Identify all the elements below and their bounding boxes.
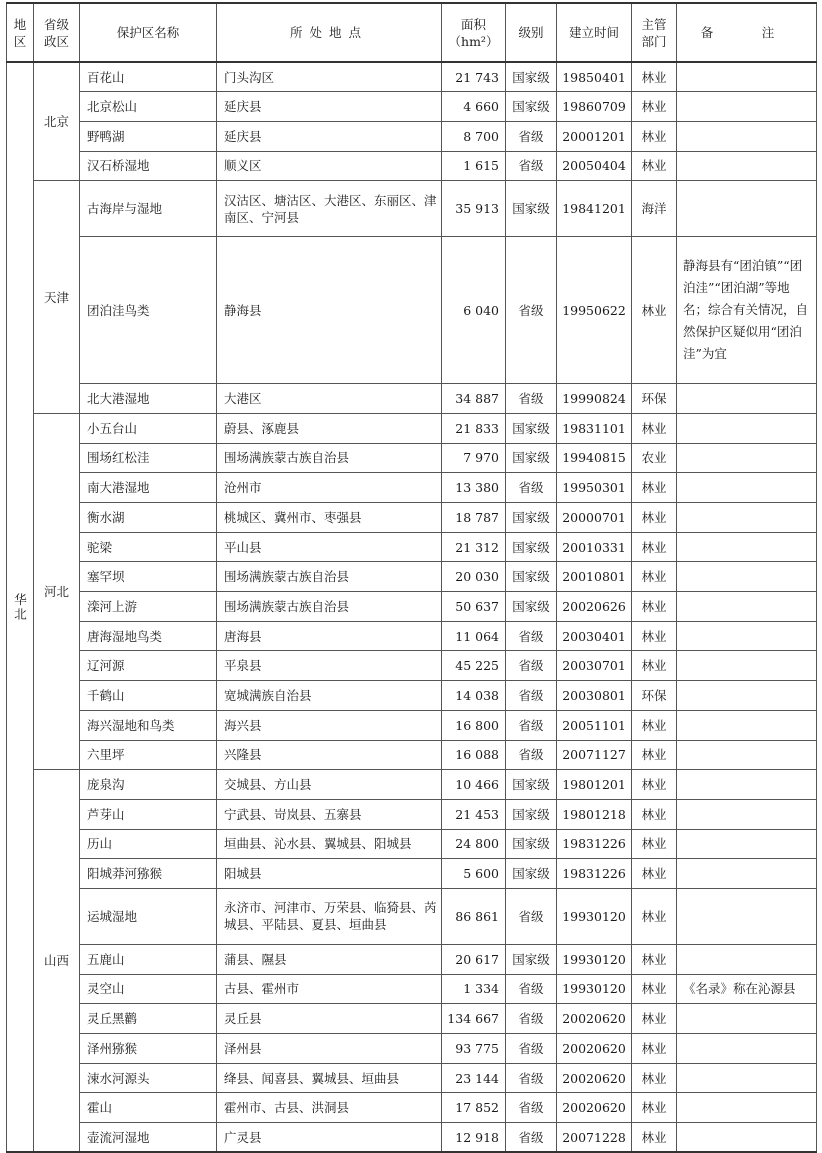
reserve-name-cell: 霍山 (80, 1093, 217, 1123)
location-cell: 大港区 (217, 384, 442, 414)
level-cell: 国家级 (506, 562, 557, 592)
note-cell (677, 62, 817, 92)
department-cell: 林业 (632, 151, 677, 181)
established-date-cell: 19930120 (557, 888, 632, 944)
established-date-cell: 20010331 (557, 532, 632, 562)
table-row (7, 121, 817, 151)
department-cell: 林业 (632, 1093, 677, 1123)
level-cell: 国家级 (506, 503, 557, 533)
location-cell: 延庆县 (217, 121, 442, 151)
location-cell: 汉沽区、塘沽区、大港区、东丽区、津南区、宁河县 (217, 181, 442, 237)
established-date-cell: 20071127 (557, 740, 632, 770)
department-cell: 林业 (632, 859, 677, 889)
note-cell (677, 181, 817, 237)
note-cell (677, 532, 817, 562)
area-cell: 6 040 (442, 237, 506, 384)
reserve-name-cell: 小五台山 (80, 413, 217, 443)
location-cell: 延庆县 (217, 92, 442, 122)
table-row (7, 562, 817, 592)
established-date-cell: 20001201 (557, 121, 632, 151)
area-cell: 21 833 (442, 413, 506, 443)
header-area: 面积 （hm²） (442, 3, 506, 62)
area-cell: 1 334 (442, 974, 506, 1004)
reserve-name-cell: 衡水湖 (80, 503, 217, 533)
department-cell: 林业 (632, 1004, 677, 1034)
note-cell (677, 621, 817, 651)
header-name: 保护区名称 (80, 3, 217, 62)
department-cell: 林业 (632, 770, 677, 800)
area-cell: 13 380 (442, 473, 506, 503)
area-cell: 5 600 (442, 859, 506, 889)
table-row (7, 1063, 817, 1093)
table-row (7, 151, 817, 181)
location-cell: 门头沟区 (217, 62, 442, 92)
table-row (7, 740, 817, 770)
department-cell: 林业 (632, 829, 677, 859)
established-date-cell: 20020620 (557, 1093, 632, 1123)
location-cell: 兴隆县 (217, 740, 442, 770)
established-date-cell: 19950622 (557, 237, 632, 384)
note-cell (677, 710, 817, 740)
location-cell: 交城县、方山县 (217, 770, 442, 800)
note-cell (677, 829, 817, 859)
note-cell (677, 888, 817, 944)
location-cell: 唐海县 (217, 621, 442, 651)
department-cell: 林业 (632, 532, 677, 562)
reserve-name-cell: 围场红松洼 (80, 443, 217, 473)
established-date-cell: 19801218 (557, 799, 632, 829)
area-cell: 16 088 (442, 740, 506, 770)
department-cell: 林业 (632, 592, 677, 622)
established-date-cell: 20030701 (557, 651, 632, 681)
location-cell: 围场满族蒙古族自治县 (217, 562, 442, 592)
location-cell: 古县、霍州市 (217, 974, 442, 1004)
location-cell: 围场满族蒙古族自治县 (217, 592, 442, 622)
table-row (7, 770, 817, 800)
table-row (7, 413, 817, 443)
location-cell: 海兴县 (217, 710, 442, 740)
established-date-cell: 20020620 (557, 1004, 632, 1034)
established-date-cell: 19841201 (557, 181, 632, 237)
location-cell: 宁武县、岢岚县、五寨县 (217, 799, 442, 829)
location-cell: 霍州市、古县、洪洞县 (217, 1093, 442, 1123)
established-date-cell: 19930120 (557, 944, 632, 974)
established-date-cell: 19860709 (557, 92, 632, 122)
level-cell: 省级 (506, 1034, 557, 1064)
area-cell: 8 700 (442, 121, 506, 151)
area-cell: 12 918 (442, 1123, 506, 1153)
area-cell: 4 660 (442, 92, 506, 122)
table-body (7, 62, 817, 1152)
note-cell (677, 681, 817, 711)
established-date-cell: 20051101 (557, 710, 632, 740)
established-date-cell: 20020620 (557, 1034, 632, 1064)
location-cell: 静海县 (217, 237, 442, 384)
table-row (7, 859, 817, 889)
note-cell (677, 592, 817, 622)
area-cell: 1 615 (442, 151, 506, 181)
reserve-name-cell: 壶流河湿地 (80, 1123, 217, 1153)
established-date-cell: 19990824 (557, 384, 632, 414)
province-cell: 天津 (34, 181, 80, 414)
level-cell: 国家级 (506, 62, 557, 92)
table-row (7, 181, 817, 237)
table-row (7, 974, 817, 1004)
level-cell: 国家级 (506, 532, 557, 562)
department-cell: 林业 (632, 710, 677, 740)
department-cell: 林业 (632, 413, 677, 443)
location-cell: 宽城满族自治县 (217, 681, 442, 711)
note-cell (677, 121, 817, 151)
location-cell: 阳城县 (217, 859, 442, 889)
table-row (7, 888, 817, 944)
note-cell (677, 413, 817, 443)
note-cell (677, 443, 817, 473)
level-cell: 国家级 (506, 829, 557, 859)
location-cell: 广灵县 (217, 1123, 442, 1153)
level-cell: 国家级 (506, 770, 557, 800)
province-cell: 北京 (34, 62, 80, 181)
reserve-name-cell: 驼梁 (80, 532, 217, 562)
note-cell: 《名录》称在沁源县 (677, 974, 817, 1004)
department-cell: 林业 (632, 562, 677, 592)
note-cell: 静海县有“团泊镇”“团泊洼”“团泊湖”等地名；综合有关情况，自然保护区疑似用“团泊洼”为宜 (677, 237, 817, 384)
department-cell: 林业 (632, 62, 677, 92)
note-cell (677, 944, 817, 974)
level-cell: 省级 (506, 473, 557, 503)
table-row (7, 532, 817, 562)
department-cell: 林业 (632, 121, 677, 151)
header-note: 备 注 (677, 3, 817, 62)
reserve-name-cell: 滦河上游 (80, 592, 217, 622)
department-cell: 海洋 (632, 181, 677, 237)
level-cell: 省级 (506, 621, 557, 651)
reserve-name-cell: 涑水河源头 (80, 1063, 217, 1093)
area-cell: 23 144 (442, 1063, 506, 1093)
location-cell: 平山县 (217, 532, 442, 562)
level-cell: 国家级 (506, 181, 557, 237)
level-cell: 省级 (506, 974, 557, 1004)
level-cell: 省级 (506, 1123, 557, 1153)
header-location: 所处地点 (217, 3, 442, 62)
note-cell (677, 1034, 817, 1064)
reserve-name-cell: 南大港湿地 (80, 473, 217, 503)
established-date-cell: 20050404 (557, 151, 632, 181)
department-cell: 林业 (632, 974, 677, 1004)
level-cell: 国家级 (506, 92, 557, 122)
note-cell (677, 859, 817, 889)
level-cell: 省级 (506, 651, 557, 681)
reserve-name-cell: 五鹿山 (80, 944, 217, 974)
header-region: 地区 (7, 3, 34, 62)
reserve-name-cell: 阳城莽河猕猴 (80, 859, 217, 889)
reserve-name-cell: 六里坪 (80, 740, 217, 770)
area-cell: 17 852 (442, 1093, 506, 1123)
location-cell: 灵丘县 (217, 1004, 442, 1034)
established-date-cell: 19801201 (557, 770, 632, 800)
level-cell: 国家级 (506, 799, 557, 829)
established-date-cell: 19831101 (557, 413, 632, 443)
table-row (7, 1123, 817, 1153)
area-cell: 11 064 (442, 621, 506, 651)
table-row (7, 1093, 817, 1123)
reserve-name-cell: 唐海湿地鸟类 (80, 621, 217, 651)
area-cell: 34 887 (442, 384, 506, 414)
reserve-name-cell: 野鸭湖 (80, 121, 217, 151)
area-cell: 20 030 (442, 562, 506, 592)
level-cell: 国家级 (506, 592, 557, 622)
table-row (7, 92, 817, 122)
reserve-name-cell: 汉石桥湿地 (80, 151, 217, 181)
table-row (7, 829, 817, 859)
level-cell: 省级 (506, 888, 557, 944)
established-date-cell: 19831226 (557, 859, 632, 889)
reserve-name-cell: 塞罕坝 (80, 562, 217, 592)
location-cell: 桃城区、冀州市、枣强县 (217, 503, 442, 533)
province-cell: 山西 (34, 770, 80, 1153)
reserve-name-cell: 古海岸与湿地 (80, 181, 217, 237)
established-date-cell: 20010801 (557, 562, 632, 592)
location-cell: 围场满族蒙古族自治县 (217, 443, 442, 473)
area-cell: 20 617 (442, 944, 506, 974)
note-cell (677, 651, 817, 681)
department-cell: 林业 (632, 473, 677, 503)
level-cell: 国家级 (506, 413, 557, 443)
location-cell: 顺义区 (217, 151, 442, 181)
area-cell: 18 787 (442, 503, 506, 533)
location-cell: 平泉县 (217, 651, 442, 681)
header-date: 建立时间 (557, 3, 632, 62)
reserve-name-cell: 历山 (80, 829, 217, 859)
header-province: 省级 政区 (34, 3, 80, 62)
established-date-cell: 19850401 (557, 62, 632, 92)
area-cell: 50 637 (442, 592, 506, 622)
department-cell: 林业 (632, 92, 677, 122)
department-cell: 林业 (632, 888, 677, 944)
note-cell (677, 1063, 817, 1093)
level-cell: 国家级 (506, 944, 557, 974)
reserve-name-cell: 辽河源 (80, 651, 217, 681)
table-row (7, 1004, 817, 1034)
established-date-cell: 19831226 (557, 829, 632, 859)
location-cell: 泽州县 (217, 1034, 442, 1064)
established-date-cell: 20030401 (557, 621, 632, 651)
level-cell: 省级 (506, 1063, 557, 1093)
note-cell (677, 503, 817, 533)
note-cell (677, 92, 817, 122)
table-row (7, 592, 817, 622)
level-cell: 省级 (506, 237, 557, 384)
table-row (7, 710, 817, 740)
department-cell: 林业 (632, 799, 677, 829)
area-cell: 10 466 (442, 770, 506, 800)
note-cell (677, 1004, 817, 1034)
note-cell (677, 151, 817, 181)
area-cell: 24 800 (442, 829, 506, 859)
table-row (7, 62, 817, 92)
note-cell (677, 562, 817, 592)
note-cell (677, 1123, 817, 1153)
note-cell (677, 770, 817, 800)
table-header (7, 3, 817, 62)
level-cell: 省级 (506, 384, 557, 414)
reserve-name-cell: 芦芽山 (80, 799, 217, 829)
table-row (7, 681, 817, 711)
established-date-cell: 20020626 (557, 592, 632, 622)
area-cell: 21 312 (442, 532, 506, 562)
area-cell: 35 913 (442, 181, 506, 237)
established-date-cell: 20020620 (557, 1063, 632, 1093)
level-cell: 省级 (506, 681, 557, 711)
area-cell: 93 775 (442, 1034, 506, 1064)
level-cell: 省级 (506, 1004, 557, 1034)
established-date-cell: 20000701 (557, 503, 632, 533)
department-cell: 环保 (632, 384, 677, 414)
department-cell: 环保 (632, 681, 677, 711)
level-cell: 省级 (506, 1093, 557, 1123)
department-cell: 林业 (632, 237, 677, 384)
table-row (7, 473, 817, 503)
table-row (7, 621, 817, 651)
reserve-name-cell: 海兴湿地和鸟类 (80, 710, 217, 740)
reserve-name-cell: 灵空山 (80, 974, 217, 1004)
level-cell: 国家级 (506, 443, 557, 473)
established-date-cell: 19950301 (557, 473, 632, 503)
established-date-cell: 20071228 (557, 1123, 632, 1153)
department-cell: 林业 (632, 651, 677, 681)
area-cell: 7 970 (442, 443, 506, 473)
area-cell: 14 038 (442, 681, 506, 711)
established-date-cell: 20030801 (557, 681, 632, 711)
area-cell: 16 800 (442, 710, 506, 740)
department-cell: 林业 (632, 1063, 677, 1093)
location-cell: 垣曲县、沁水县、翼城县、阳城县 (217, 829, 442, 859)
note-cell (677, 799, 817, 829)
table-row (7, 1034, 817, 1064)
table-row (7, 237, 817, 384)
note-cell (677, 740, 817, 770)
level-cell: 省级 (506, 151, 557, 181)
department-cell: 林业 (632, 503, 677, 533)
level-cell: 省级 (506, 121, 557, 151)
table-row (7, 799, 817, 829)
reserve-name-cell: 灵丘黑鹳 (80, 1004, 217, 1034)
reserve-name-cell: 千鹤山 (80, 681, 217, 711)
department-cell: 林业 (632, 621, 677, 651)
area-cell: 86 861 (442, 888, 506, 944)
department-cell: 林业 (632, 944, 677, 974)
location-cell: 蔚县、涿鹿县 (217, 413, 442, 443)
location-cell: 绛县、闻喜县、翼城县、垣曲县 (217, 1063, 442, 1093)
department-cell: 林业 (632, 1123, 677, 1153)
nature-reserve-table (6, 2, 817, 1153)
level-cell: 省级 (506, 710, 557, 740)
established-date-cell: 19940815 (557, 443, 632, 473)
table-row (7, 944, 817, 974)
level-cell: 省级 (506, 740, 557, 770)
department-cell: 林业 (632, 1034, 677, 1064)
reserve-name-cell: 运城湿地 (80, 888, 217, 944)
reserve-name-cell: 庞泉沟 (80, 770, 217, 800)
level-cell: 国家级 (506, 859, 557, 889)
header-level: 级别 (506, 3, 557, 62)
header-dept: 主管 部门 (632, 3, 677, 62)
reserve-name-cell: 北京松山 (80, 92, 217, 122)
location-cell: 蒲县、隰县 (217, 944, 442, 974)
established-date-cell: 19930120 (557, 974, 632, 1004)
province-cell: 河北 (34, 413, 80, 769)
region-cell: 华北 (7, 62, 34, 1152)
reserve-name-cell: 百花山 (80, 62, 217, 92)
table-row (7, 651, 817, 681)
note-cell (677, 384, 817, 414)
table-row (7, 503, 817, 533)
table-row (7, 443, 817, 473)
reserve-name-cell: 北大港湿地 (80, 384, 217, 414)
table-row (7, 384, 817, 414)
department-cell: 农业 (632, 443, 677, 473)
location-cell: 永济市、河津市、万荣县、临猗县、芮城县、平陆县、夏县、垣曲县 (217, 888, 442, 944)
location-cell: 沧州市 (217, 473, 442, 503)
reserve-name-cell: 泽州猕猴 (80, 1034, 217, 1064)
department-cell: 林业 (632, 740, 677, 770)
note-cell (677, 473, 817, 503)
area-cell: 21 743 (442, 62, 506, 92)
reserve-name-cell: 团泊洼鸟类 (80, 237, 217, 384)
area-cell: 134 667 (442, 1004, 506, 1034)
area-cell: 21 453 (442, 799, 506, 829)
note-cell (677, 1093, 817, 1123)
area-cell: 45 225 (442, 651, 506, 681)
reserve-table-sheet (6, 2, 817, 1153)
